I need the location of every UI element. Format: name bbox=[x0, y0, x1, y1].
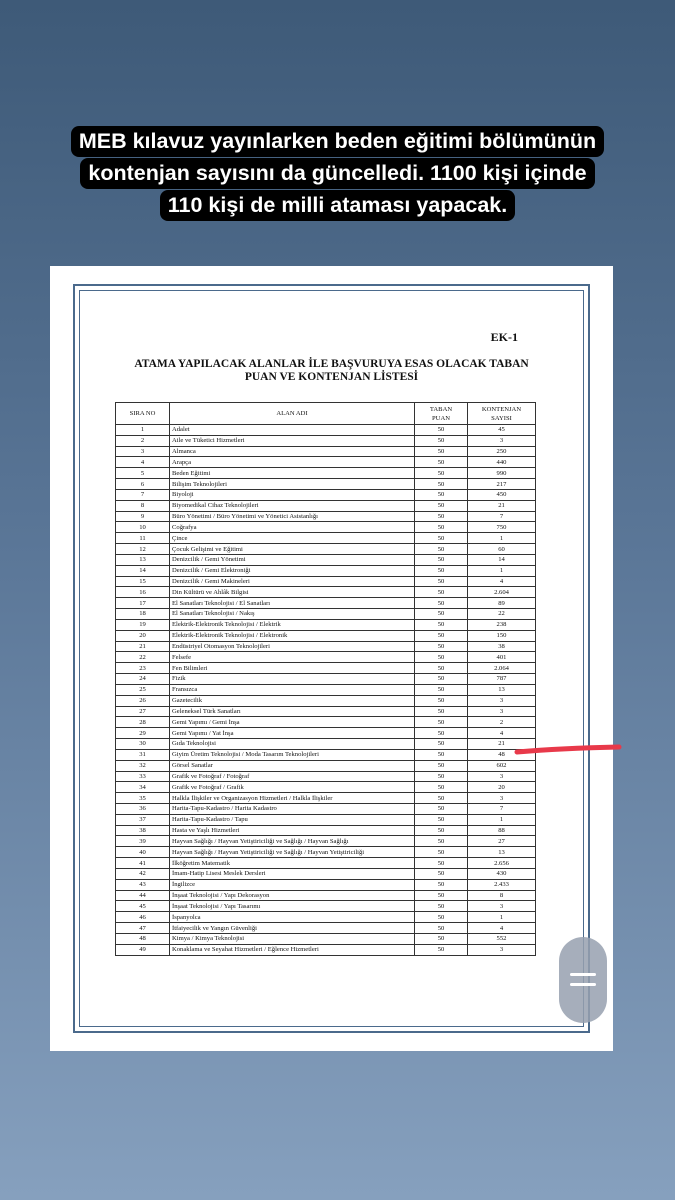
table-row bbox=[116, 479, 536, 490]
row-taban-puan: 50 bbox=[415, 587, 468, 598]
red-marker-stroke bbox=[515, 742, 623, 758]
row-taban-puan: 50 bbox=[415, 619, 468, 630]
row-no: 12 bbox=[116, 544, 170, 555]
row-taban-puan: 50 bbox=[415, 706, 468, 717]
table-row bbox=[116, 684, 536, 695]
row-taban-puan: 50 bbox=[415, 663, 468, 674]
table-row bbox=[116, 468, 536, 479]
table-row bbox=[116, 500, 536, 511]
row-no: 6 bbox=[116, 479, 170, 490]
row-no: 32 bbox=[116, 760, 170, 771]
row-taban-puan: 50 bbox=[415, 868, 468, 879]
row-alan-adi: Almanca bbox=[170, 446, 415, 457]
table-row bbox=[116, 879, 536, 890]
row-no: 24 bbox=[116, 674, 170, 685]
row-alan-adi: Grafik ve Fotoğraf / Grafik bbox=[170, 782, 415, 793]
row-kontenjan: 20 bbox=[468, 782, 536, 793]
row-kontenjan: 3 bbox=[468, 901, 536, 912]
red-marker-path bbox=[517, 747, 619, 752]
row-kontenjan: 2.433 bbox=[468, 879, 536, 890]
row-alan-adi: Çocuk Gelişimi ve Eğitimi bbox=[170, 544, 415, 555]
row-no: 31 bbox=[116, 749, 170, 760]
row-taban-puan: 50 bbox=[415, 554, 468, 565]
row-taban-puan: 50 bbox=[415, 598, 468, 609]
table-row bbox=[116, 457, 536, 468]
row-no: 30 bbox=[116, 739, 170, 750]
table-row bbox=[116, 587, 536, 598]
table-row bbox=[116, 912, 536, 923]
table-row bbox=[116, 858, 536, 869]
document-image bbox=[50, 266, 613, 1051]
row-no: 26 bbox=[116, 695, 170, 706]
row-no: 37 bbox=[116, 814, 170, 825]
row-no: 22 bbox=[116, 652, 170, 663]
caption-line-3: 110 kişi de milli ataması yapacak. bbox=[160, 190, 515, 221]
row-kontenjan: 13 bbox=[468, 847, 536, 858]
row-alan-adi: Felsefe bbox=[170, 652, 415, 663]
row-taban-puan: 50 bbox=[415, 652, 468, 663]
row-kontenjan: 3 bbox=[468, 435, 536, 446]
row-kontenjan: 450 bbox=[468, 489, 536, 500]
table-row bbox=[116, 576, 536, 587]
table-row bbox=[116, 923, 536, 934]
table-row bbox=[116, 782, 536, 793]
row-taban-puan: 50 bbox=[415, 457, 468, 468]
row-no: 25 bbox=[116, 684, 170, 695]
row-kontenjan: 238 bbox=[468, 619, 536, 630]
caption-line-1: MEB kılavuz yayınlarken beden eğitimi bölümünün bbox=[71, 126, 604, 157]
header-kontenjan-line-1: KONTENJAN bbox=[481, 405, 522, 413]
table-row bbox=[116, 749, 536, 760]
row-kontenjan: 21 bbox=[468, 739, 536, 750]
row-taban-puan: 50 bbox=[415, 479, 468, 490]
header-kontenjan-sayisi bbox=[468, 403, 536, 425]
row-alan-adi: Görsel Sanatlar bbox=[170, 760, 415, 771]
story-caption bbox=[0, 126, 675, 222]
row-taban-puan: 50 bbox=[415, 544, 468, 555]
row-taban-puan: 50 bbox=[415, 489, 468, 500]
row-taban-puan: 50 bbox=[415, 533, 468, 544]
table-row bbox=[116, 489, 536, 500]
row-no: 20 bbox=[116, 630, 170, 641]
row-alan-adi: Gazetecilik bbox=[170, 695, 415, 706]
row-taban-puan: 50 bbox=[415, 728, 468, 739]
header-taban-puan bbox=[415, 403, 468, 425]
document-title-line-1: ATAMA YAPILACAK ALANLAR İLE BAŞVURUYA ESAS OLACAK TABAN bbox=[134, 358, 529, 370]
row-kontenjan: 602 bbox=[468, 760, 536, 771]
table-row bbox=[116, 728, 536, 739]
table-row bbox=[116, 511, 536, 522]
row-no: 5 bbox=[116, 468, 170, 479]
row-no: 47 bbox=[116, 923, 170, 934]
row-kontenjan: 2.656 bbox=[468, 858, 536, 869]
row-alan-adi: Endüstriyel Otomasyon Teknolojileri bbox=[170, 641, 415, 652]
table-row bbox=[116, 652, 536, 663]
row-taban-puan: 50 bbox=[415, 825, 468, 836]
row-alan-adi: İnşaat Teknolojisi / Yapı Dekorasyon bbox=[170, 890, 415, 901]
table-row bbox=[116, 771, 536, 782]
row-no: 28 bbox=[116, 717, 170, 728]
header-kontenjan-line-2: SAYISI bbox=[491, 414, 512, 422]
row-taban-puan: 50 bbox=[415, 630, 468, 641]
table-row bbox=[116, 803, 536, 814]
table-row bbox=[116, 663, 536, 674]
row-taban-puan: 50 bbox=[415, 760, 468, 771]
row-kontenjan: 3 bbox=[468, 695, 536, 706]
row-taban-puan: 50 bbox=[415, 674, 468, 685]
row-alan-adi: Fransızca bbox=[170, 684, 415, 695]
row-taban-puan: 50 bbox=[415, 944, 468, 955]
header-sira-no: SIRA NO bbox=[116, 403, 170, 425]
row-alan-adi: Harita-Tapu-Kadastro / Harita Kadastro bbox=[170, 803, 415, 814]
row-taban-puan: 50 bbox=[415, 425, 468, 436]
row-taban-puan: 50 bbox=[415, 500, 468, 511]
row-no: 23 bbox=[116, 663, 170, 674]
row-alan-adi: Coğrafya bbox=[170, 522, 415, 533]
row-no: 29 bbox=[116, 728, 170, 739]
row-taban-puan: 50 bbox=[415, 912, 468, 923]
row-taban-puan: 50 bbox=[415, 641, 468, 652]
row-kontenjan: 3 bbox=[468, 706, 536, 717]
row-kontenjan: 60 bbox=[468, 544, 536, 555]
table-row bbox=[116, 739, 536, 750]
row-no: 39 bbox=[116, 836, 170, 847]
row-kontenjan: 150 bbox=[468, 630, 536, 641]
row-taban-puan: 50 bbox=[415, 879, 468, 890]
row-alan-adi: El Sanatları Teknolojisi / Nakış bbox=[170, 609, 415, 620]
row-no: 38 bbox=[116, 825, 170, 836]
row-no: 45 bbox=[116, 901, 170, 912]
row-taban-puan: 50 bbox=[415, 435, 468, 446]
row-alan-adi: Kimya / Kimya Teknolojisi bbox=[170, 933, 415, 944]
row-alan-adi: Geleneksel Türk Sanatları bbox=[170, 706, 415, 717]
table-row bbox=[116, 674, 536, 685]
row-no: 48 bbox=[116, 933, 170, 944]
row-kontenjan: 552 bbox=[468, 933, 536, 944]
row-taban-puan: 50 bbox=[415, 847, 468, 858]
row-kontenjan: 48 bbox=[468, 749, 536, 760]
row-kontenjan: 2.604 bbox=[468, 587, 536, 598]
table-row bbox=[116, 446, 536, 457]
row-taban-puan: 50 bbox=[415, 684, 468, 695]
caption-line-2: kontenjan sayısını da güncelledi. 1100 kişi içinde bbox=[80, 158, 594, 189]
row-no: 1 bbox=[116, 425, 170, 436]
row-alan-adi: Fen Bilimleri bbox=[170, 663, 415, 674]
table-row bbox=[116, 630, 536, 641]
row-no: 18 bbox=[116, 609, 170, 620]
row-taban-puan: 50 bbox=[415, 836, 468, 847]
row-alan-adi: Gemi Yapımı / Yat İnşa bbox=[170, 728, 415, 739]
row-alan-adi: İlköğretim Matematik bbox=[170, 858, 415, 869]
row-kontenjan: 8 bbox=[468, 890, 536, 901]
row-kontenjan: 990 bbox=[468, 468, 536, 479]
row-taban-puan: 50 bbox=[415, 901, 468, 912]
row-taban-puan: 50 bbox=[415, 923, 468, 934]
row-alan-adi: Hasta ve Yaşlı Hizmetleri bbox=[170, 825, 415, 836]
row-alan-adi: Giyim Üretim Teknolojisi / Moda Tasarım Teknolojileri bbox=[170, 749, 415, 760]
table-row bbox=[116, 641, 536, 652]
row-taban-puan: 50 bbox=[415, 933, 468, 944]
row-no: 44 bbox=[116, 890, 170, 901]
row-alan-adi: Gıda Teknolojisi bbox=[170, 739, 415, 750]
row-kontenjan: 38 bbox=[468, 641, 536, 652]
row-no: 40 bbox=[116, 847, 170, 858]
row-kontenjan: 4 bbox=[468, 576, 536, 587]
row-alan-adi: Din Kültürü ve Ahlâk Bilgisi bbox=[170, 587, 415, 598]
table-row bbox=[116, 933, 536, 944]
row-no: 35 bbox=[116, 793, 170, 804]
row-no: 27 bbox=[116, 706, 170, 717]
row-kontenjan: 250 bbox=[468, 446, 536, 457]
row-kontenjan: 217 bbox=[468, 479, 536, 490]
table-row bbox=[116, 695, 536, 706]
table-row bbox=[116, 760, 536, 771]
table-row bbox=[116, 847, 536, 858]
row-alan-adi: Bilişim Teknolojileri bbox=[170, 479, 415, 490]
row-kontenjan: 1 bbox=[468, 912, 536, 923]
table-row bbox=[116, 836, 536, 847]
row-no: 9 bbox=[116, 511, 170, 522]
document-title bbox=[50, 358, 613, 384]
row-alan-adi: Aile ve Tüketici Hizmetleri bbox=[170, 435, 415, 446]
row-alan-adi: Gemi Yapımı / Gemi İnşa bbox=[170, 717, 415, 728]
row-kontenjan: 89 bbox=[468, 598, 536, 609]
row-no: 7 bbox=[116, 489, 170, 500]
table-body bbox=[116, 425, 536, 956]
row-taban-puan: 50 bbox=[415, 565, 468, 576]
row-kontenjan: 401 bbox=[468, 652, 536, 663]
row-no: 14 bbox=[116, 565, 170, 576]
table-row bbox=[116, 565, 536, 576]
row-kontenjan: 4 bbox=[468, 728, 536, 739]
row-kontenjan: 27 bbox=[468, 836, 536, 847]
row-alan-adi: Fizik bbox=[170, 674, 415, 685]
row-kontenjan: 1 bbox=[468, 565, 536, 576]
table-row bbox=[116, 598, 536, 609]
row-alan-adi: El Sanatları Teknolojisi / El Sanatları bbox=[170, 598, 415, 609]
row-kontenjan: 1 bbox=[468, 533, 536, 544]
header-taban-puan-line-2: PUAN bbox=[432, 414, 450, 422]
row-taban-puan: 50 bbox=[415, 739, 468, 750]
table-row bbox=[116, 901, 536, 912]
row-no: 17 bbox=[116, 598, 170, 609]
row-taban-puan: 50 bbox=[415, 576, 468, 587]
row-no: 19 bbox=[116, 619, 170, 630]
table-row bbox=[116, 533, 536, 544]
row-alan-adi: Arapça bbox=[170, 457, 415, 468]
row-no: 49 bbox=[116, 944, 170, 955]
row-alan-adi: Elektrik-Elektronik Teknolojisi / Elektrik bbox=[170, 619, 415, 630]
table-row bbox=[116, 609, 536, 620]
row-kontenjan: 2.064 bbox=[468, 663, 536, 674]
row-alan-adi: Grafik ve Fotoğraf / Fotoğraf bbox=[170, 771, 415, 782]
row-alan-adi: Halkla İlişkiler ve Organizasyon Hizmetleri / Halkla İlişkiler bbox=[170, 793, 415, 804]
row-alan-adi: Adalet bbox=[170, 425, 415, 436]
row-no: 21 bbox=[116, 641, 170, 652]
row-kontenjan: 787 bbox=[468, 674, 536, 685]
row-no: 4 bbox=[116, 457, 170, 468]
row-alan-adi: Harita-Tapu-Kadastro / Tapu bbox=[170, 814, 415, 825]
ek-label: EK-1 bbox=[490, 330, 518, 344]
row-kontenjan: 3 bbox=[468, 793, 536, 804]
row-kontenjan: 430 bbox=[468, 868, 536, 879]
row-no: 11 bbox=[116, 533, 170, 544]
row-alan-adi: Biyomedikal Cihaz Teknolojileri bbox=[170, 500, 415, 511]
header-alan-adi: ALAN ADI bbox=[170, 403, 415, 425]
drag-grip-line bbox=[570, 973, 596, 976]
row-kontenjan: 22 bbox=[468, 609, 536, 620]
row-taban-puan: 50 bbox=[415, 717, 468, 728]
table-row bbox=[116, 435, 536, 446]
row-alan-adi: İmam-Hatip Lisesi Meslek Dersleri bbox=[170, 868, 415, 879]
row-kontenjan: 4 bbox=[468, 923, 536, 934]
row-kontenjan: 2 bbox=[468, 717, 536, 728]
row-alan-adi: Hayvan Sağlığı / Hayvan Yetiştiriciliği ve Sağlığı / Hayvan Sağlığı bbox=[170, 836, 415, 847]
row-no: 43 bbox=[116, 879, 170, 890]
row-no: 33 bbox=[116, 771, 170, 782]
drag-handle-icon[interactable] bbox=[559, 937, 607, 1023]
row-kontenjan: 3 bbox=[468, 944, 536, 955]
document-title-line-2: PUAN VE KONTENJAN LİSTESİ bbox=[244, 371, 419, 383]
table-row bbox=[116, 793, 536, 804]
row-taban-puan: 50 bbox=[415, 782, 468, 793]
row-no: 41 bbox=[116, 858, 170, 869]
drag-grip-line bbox=[570, 983, 596, 986]
row-kontenjan: 14 bbox=[468, 554, 536, 565]
row-taban-puan: 50 bbox=[415, 749, 468, 760]
table-row bbox=[116, 868, 536, 879]
table-row bbox=[116, 554, 536, 565]
row-taban-puan: 50 bbox=[415, 522, 468, 533]
row-alan-adi: İspanyolca bbox=[170, 912, 415, 923]
row-alan-adi: Büro Yönetimi / Büro Yönetimi ve Yönetici Asistanlığı bbox=[170, 511, 415, 522]
header-taban-puan-line-1: TABAN bbox=[429, 405, 453, 413]
row-kontenjan: 13 bbox=[468, 684, 536, 695]
table-row bbox=[116, 522, 536, 533]
table-row bbox=[116, 890, 536, 901]
table-row bbox=[116, 944, 536, 955]
row-alan-adi: Elektrik-Elektronik Teknolojisi / Elektronik bbox=[170, 630, 415, 641]
row-alan-adi: İngilizce bbox=[170, 879, 415, 890]
row-taban-puan: 50 bbox=[415, 446, 468, 457]
row-taban-puan: 50 bbox=[415, 814, 468, 825]
row-no: 8 bbox=[116, 500, 170, 511]
row-kontenjan: 1 bbox=[468, 814, 536, 825]
row-no: 36 bbox=[116, 803, 170, 814]
row-taban-puan: 50 bbox=[415, 793, 468, 804]
row-alan-adi: İnşaat Teknolojisi / Yapı Tasarımı bbox=[170, 901, 415, 912]
row-no: 15 bbox=[116, 576, 170, 587]
row-kontenjan: 440 bbox=[468, 457, 536, 468]
row-no: 2 bbox=[116, 435, 170, 446]
row-kontenjan: 3 bbox=[468, 771, 536, 782]
row-alan-adi: Hayvan Sağlığı / Hayvan Yetiştiriciliği ve Sağlığı / Hayvan Yetiştiriciliği bbox=[170, 847, 415, 858]
table-row bbox=[116, 425, 536, 436]
row-kontenjan: 750 bbox=[468, 522, 536, 533]
row-alan-adi: İtfaiyecilik ve Yangın Güvenliği bbox=[170, 923, 415, 934]
row-no: 46 bbox=[116, 912, 170, 923]
table-row bbox=[116, 717, 536, 728]
row-kontenjan: 21 bbox=[468, 500, 536, 511]
row-alan-adi: Beden Eğitimi bbox=[170, 468, 415, 479]
row-no: 10 bbox=[116, 522, 170, 533]
row-no: 3 bbox=[116, 446, 170, 457]
row-taban-puan: 50 bbox=[415, 890, 468, 901]
row-taban-puan: 50 bbox=[415, 771, 468, 782]
row-no: 13 bbox=[116, 554, 170, 565]
row-kontenjan: 7 bbox=[468, 511, 536, 522]
table-header-row bbox=[116, 403, 536, 425]
table-row bbox=[116, 706, 536, 717]
row-kontenjan: 88 bbox=[468, 825, 536, 836]
row-kontenjan: 45 bbox=[468, 425, 536, 436]
table-row bbox=[116, 619, 536, 630]
row-no: 42 bbox=[116, 868, 170, 879]
row-alan-adi: Denizcilik / Gemi Yönetimi bbox=[170, 554, 415, 565]
row-alan-adi: Çince bbox=[170, 533, 415, 544]
row-taban-puan: 50 bbox=[415, 695, 468, 706]
row-alan-adi: Denizcilik / Gemi Elektroniği bbox=[170, 565, 415, 576]
row-taban-puan: 50 bbox=[415, 858, 468, 869]
table-row bbox=[116, 814, 536, 825]
row-alan-adi: Biyoloji bbox=[170, 489, 415, 500]
quota-table bbox=[115, 402, 536, 956]
row-taban-puan: 50 bbox=[415, 511, 468, 522]
row-alan-adi: Denizcilik / Gemi Makineleri bbox=[170, 576, 415, 587]
row-taban-puan: 50 bbox=[415, 803, 468, 814]
row-taban-puan: 50 bbox=[415, 468, 468, 479]
row-taban-puan: 50 bbox=[415, 609, 468, 620]
table-row bbox=[116, 544, 536, 555]
row-kontenjan: 7 bbox=[468, 803, 536, 814]
row-alan-adi: Konaklama ve Seyahat Hizmetleri / Eğlence Hizmetleri bbox=[170, 944, 415, 955]
table-row bbox=[116, 825, 536, 836]
row-no: 34 bbox=[116, 782, 170, 793]
row-no: 16 bbox=[116, 587, 170, 598]
